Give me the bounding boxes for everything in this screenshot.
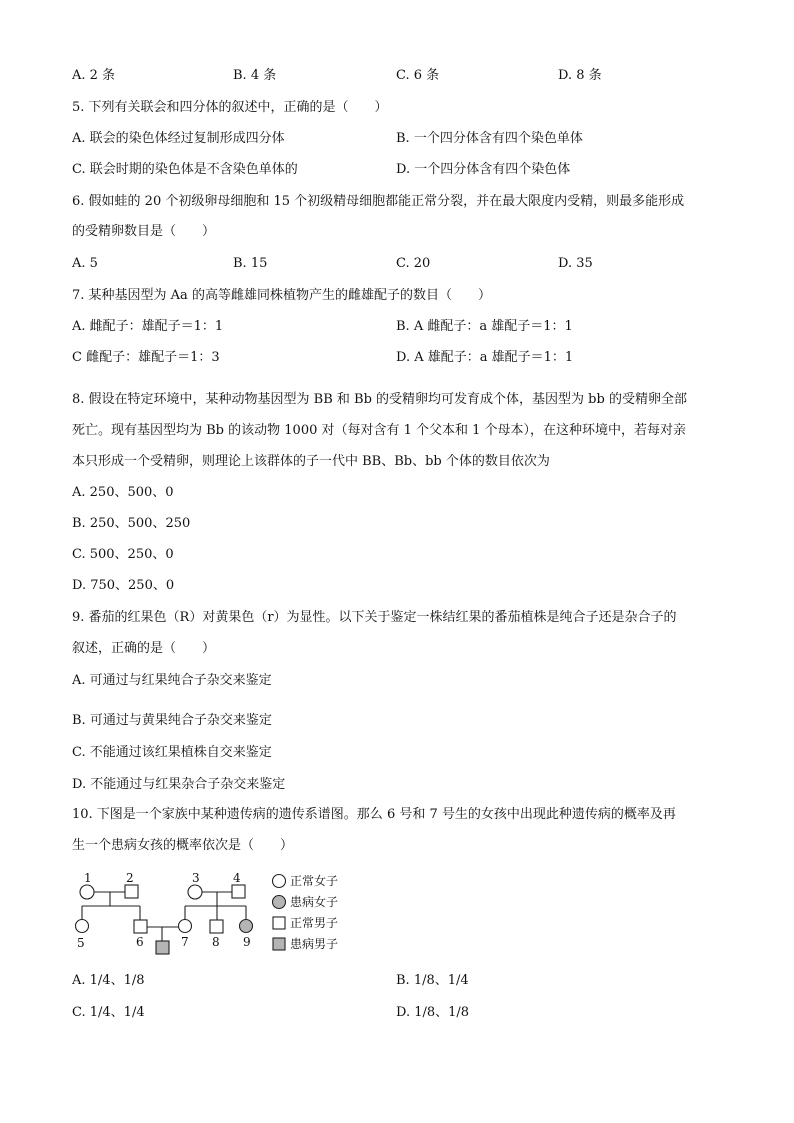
q8-option-a: A. 250、500、0 xyxy=(72,485,174,500)
q8-stem-line: 死亡。现有基因型均为 Bb 的该动物 1000 对（每对含有 1 个父本和 1 个母本），在这种环境中，若每对亲 xyxy=(72,423,687,438)
q4-option-c: C. 6 条 xyxy=(396,68,440,83)
label-individual-8: 8 xyxy=(212,935,220,949)
label-individual-3: 3 xyxy=(192,871,200,885)
q6-option-b: B. 15 xyxy=(233,256,268,271)
q10-option-b: B. 1/8、1/4 xyxy=(396,973,469,988)
individual-6-normal-male xyxy=(134,920,147,933)
individual-offspring-affected-male xyxy=(156,941,169,954)
q7-stem: 7. 某种基因型为 Aa 的高等雌雄同株植物产生的雌雄配子的数目（ ） xyxy=(72,288,491,303)
q10-stem-line: 10. 下图是一个家族中某种遗传病的遗传系谱图。那么 6 号和 7 号生的女孩中出现此种遗传病的概率及再 xyxy=(72,807,676,822)
q10-option-c: C. 1/4、1/4 xyxy=(72,1005,145,1020)
label-individual-1: 1 xyxy=(84,871,92,885)
individual-4-normal-male xyxy=(232,885,245,898)
legend-affected-male-icon xyxy=(273,938,285,950)
q5-option-b: B. 一个四分体含有四个染色单体 xyxy=(396,131,583,146)
q9-stem-line: 叙述，正确的是（ ） xyxy=(72,641,216,656)
individual-3-normal-female xyxy=(188,885,202,899)
q8-stem-line: 8. 假设在特定环境中，某种动物基因型为 BB 和 Bb 的受精卵均可发育成个体，基因型为 bb 的受精卵全部 xyxy=(72,392,687,407)
q6-stem-line: 的受精卵数目是（ ） xyxy=(72,224,216,239)
q6-option-d: D. 35 xyxy=(558,256,593,271)
individual-7-normal-female xyxy=(179,920,192,933)
q4-option-a: A. 2 条 xyxy=(72,68,116,83)
legend-normal-female-icon xyxy=(273,875,286,888)
q5-stem: 5. 下列有关联会和四分体的叙述中，正确的是（ ） xyxy=(72,100,388,115)
q8-option-c: C. 500、250、0 xyxy=(72,547,174,562)
q7-option-b: B. A 雌配子：a 雄配子＝1：1 xyxy=(396,319,573,334)
q10-stem-line: 生一个患病女孩的概率依次是（ ） xyxy=(72,838,294,853)
q9-option-b: B. 可通过与黄果纯合子杂交来鉴定 xyxy=(72,713,272,728)
individual-2-normal-male xyxy=(125,885,138,898)
label-individual-6: 6 xyxy=(136,935,144,949)
q6-stem-line: 6. 假如蛙的 20 个初级卵母细胞和 15 个初级精母细胞都能正常分裂，并在最大限度内受精，则最多能形成 xyxy=(72,194,685,209)
q9-option-d: D. 不能通过与红果杂合子杂交来鉴定 xyxy=(72,777,286,792)
individual-9-affected-female xyxy=(240,920,253,933)
legend-label-normal-male: 正常男子 xyxy=(290,916,339,930)
legend-label-affected-male: 患病男子 xyxy=(290,937,339,951)
individual-5-normal-female xyxy=(76,920,89,933)
q10-option-d: D. 1/8、1/8 xyxy=(396,1005,470,1020)
q5-option-d: D. 一个四分体含有四个染色体 xyxy=(396,162,571,177)
legend-normal-male-icon xyxy=(273,917,285,929)
q8-option-b: B. 250、500、250 xyxy=(72,516,191,531)
q9-stem-line: 9. 番茄的红果色（R）对黄果色（r）为显性。以下关于鉴定一株结红果的番茄植株是纯合子还是杂合子的 xyxy=(72,610,677,625)
label-individual-9: 9 xyxy=(243,935,251,949)
q8-stem-line: 本只形成一个受精卵，则理论上该群体的子一代中 BB、Bb、bb 个体的数目依次为 xyxy=(72,454,550,469)
q6-option-a: A. 5 xyxy=(72,256,98,271)
q4-option-d: D. 8 条 xyxy=(558,68,602,83)
q9-option-a: A. 可通过与红果纯合子杂交来鉴定 xyxy=(72,673,272,688)
pedigree-legend xyxy=(273,873,339,951)
legend-label-affected-female: 患病女子 xyxy=(290,895,339,909)
q6-option-c: C. 20 xyxy=(396,256,431,271)
label-individual-2: 2 xyxy=(126,871,134,885)
label-individual-7: 7 xyxy=(181,935,189,949)
legend-affected-female-icon xyxy=(273,896,286,909)
q7-option-c: C 雌配子：雄配子＝1：3 xyxy=(72,350,220,365)
individual-8-normal-male xyxy=(210,920,223,933)
q9-option-c: C. 不能通过该红果植株自交来鉴定 xyxy=(72,745,272,760)
q7-option-d: D. A 雄配子：a 雄配子＝1：1 xyxy=(396,350,574,365)
individual-1-normal-female xyxy=(80,885,94,899)
pedigree-diagram xyxy=(68,868,358,960)
q7-option-a: A. 雌配子：雄配子＝1：1 xyxy=(72,319,224,334)
label-individual-4: 4 xyxy=(233,871,241,885)
legend-label-normal-female: 正常女子 xyxy=(290,874,339,888)
q4-option-b: B. 4 条 xyxy=(233,68,277,83)
q8-option-d: D. 750、250、0 xyxy=(72,578,175,593)
q5-option-c: C. 联会时期的染色体是不含染色单体的 xyxy=(72,162,298,177)
q10-option-a: A. 1/4、1/8 xyxy=(72,973,145,988)
q5-option-a: A. 联会的染色体经过复制形成四分体 xyxy=(72,131,285,146)
label-individual-5: 5 xyxy=(77,936,85,950)
